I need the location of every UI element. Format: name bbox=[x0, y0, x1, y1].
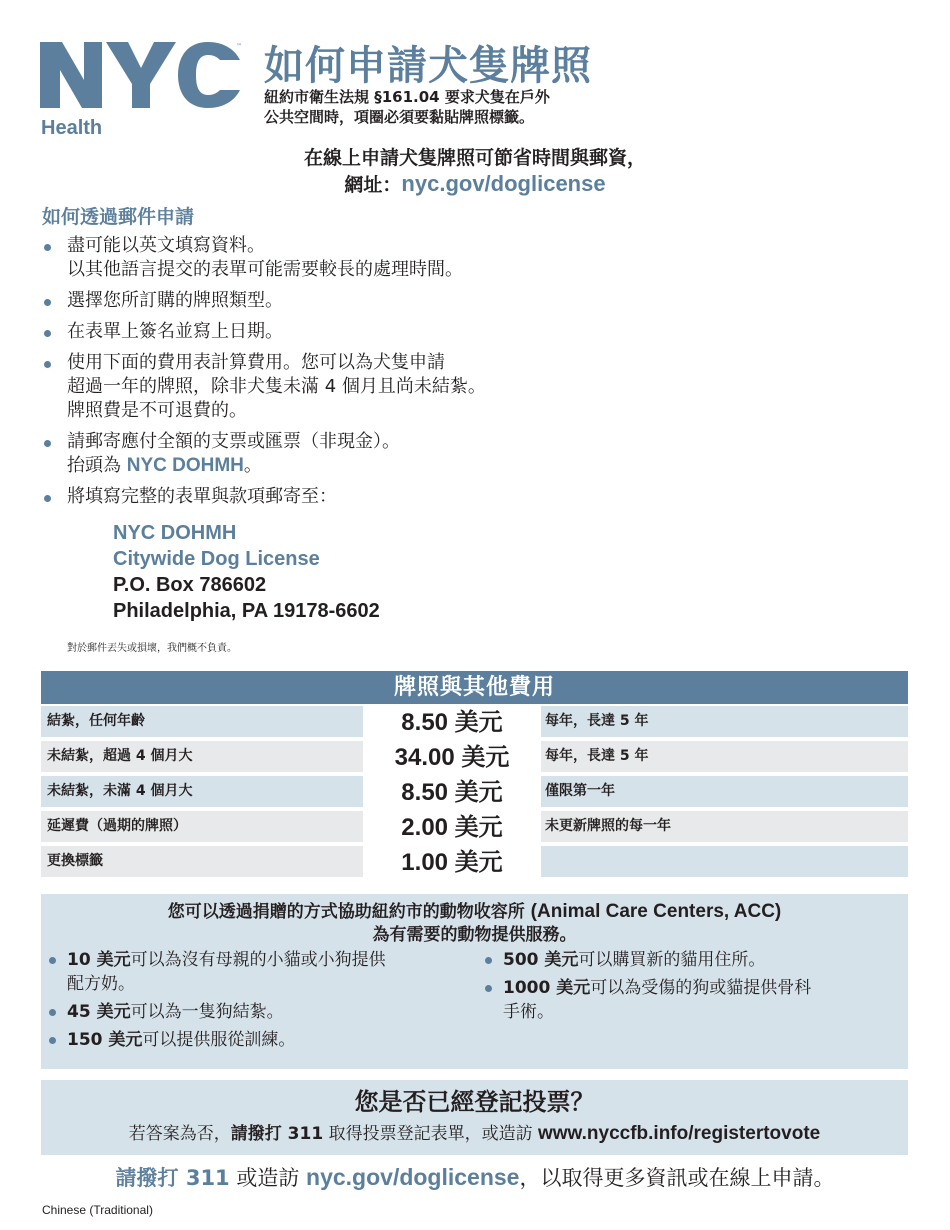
fee-type: 未結紮，未滿 4 個月大 bbox=[41, 776, 363, 807]
mail-steps-list bbox=[42, 234, 662, 516]
nyc-health-logo bbox=[40, 40, 245, 140]
fee-note: 僅限第一年 bbox=[541, 776, 908, 807]
donation-heading: 您可以透過捐贈的方式協助紐約市的動物收容所 (Animal Care Centers, ACC) 為有需要的動物提供服務。 bbox=[167, 901, 782, 945]
table-row bbox=[41, 741, 908, 772]
fee-note: 每年，長達 5 年 bbox=[541, 706, 908, 737]
svg-text:™: ™ bbox=[236, 43, 242, 50]
table-row bbox=[41, 706, 908, 737]
fee-type: 未結紮，超過 4 個月大 bbox=[41, 741, 363, 772]
fees-table bbox=[41, 706, 908, 881]
page-title: 如何申請犬隻牌照 bbox=[264, 43, 592, 89]
fee-note: 每年，長達 5 年 bbox=[541, 741, 908, 772]
list-item: 請郵寄應付全額的支票或匯票（非現金）。 抬頭為 NYC DOHMH。 bbox=[42, 430, 662, 478]
fee-type: 更換標籤 bbox=[41, 846, 363, 877]
fee-price: 8.50 美元 bbox=[367, 776, 537, 807]
mailing-address: NYC DOHMH Citywide Dog License P.O. Box 786602 Philadelphia, PA 19178-6602 bbox=[113, 522, 380, 622]
list-item: 10 美元可以為沒有母親的小貓或小狗提供 配方奶。 bbox=[49, 948, 449, 996]
mail-section-heading: 如何透過郵件申請 bbox=[42, 206, 195, 228]
list-item: 將填寫完整的表單與款項郵寄至： bbox=[42, 485, 662, 509]
footer-call-to-action: 請撥打 311 或造訪 nyc.gov/doglicense，以取得更多資訊或在線上申請。 bbox=[115, 1164, 835, 1190]
list-item: 在表單上簽名並寫上日期。 bbox=[42, 320, 662, 344]
logo-health-text: Health bbox=[41, 117, 103, 139]
fee-type: 結紮，任何年齡 bbox=[41, 706, 363, 737]
page-subtitle: 紐約市衛生法規 §161.04 要求犬隻在戶外 公共空間時，項圈必須要黏貼牌照標籤。 bbox=[264, 88, 550, 126]
fee-type: 延遲費（過期的牌照） bbox=[41, 811, 363, 842]
fee-note bbox=[541, 846, 908, 877]
register-to-vote-link[interactable]: www.nyccfb.info/registertovote bbox=[537, 1123, 821, 1144]
voter-registration-box bbox=[41, 1080, 908, 1155]
vote-answer: 若答案為否，請撥打 311 取得投票登記表單，或造訪 www.nyccfb.info/registertovote bbox=[128, 1123, 821, 1144]
fee-price: 34.00 美元 bbox=[367, 741, 537, 772]
fee-note: 未更新牌照的每一年 bbox=[541, 811, 908, 842]
vote-question: 您是否已經登記投票？ bbox=[354, 1088, 595, 1116]
online-apply-notice: 在線上申請犬隻牌照可節省時間與郵資， 網址：nyc.gov/doglicense bbox=[303, 147, 646, 196]
list-item: 使用下面的費用表計算費用。您可以為犬隻申請 超過一年的牌照，除非犬隻未滿 4 個月且尚未結紮。 牌照費是不可退費的。 bbox=[42, 351, 662, 423]
list-item: 盡可能以英文填寫資料。 以其他語言提交的表單可能需要較長的處理時間。 bbox=[42, 234, 662, 282]
fee-price: 8.50 美元 bbox=[367, 706, 537, 737]
table-row bbox=[41, 846, 908, 877]
donation-list-right bbox=[485, 948, 885, 1028]
payee-name: NYC DOHMH bbox=[126, 455, 244, 476]
list-item: 1000 美元可以為受傷的狗或貓提供骨科 手術。 bbox=[485, 976, 885, 1024]
table-row bbox=[41, 776, 908, 807]
language-label: Chinese (Traditional) bbox=[42, 1203, 153, 1217]
table-row bbox=[41, 811, 908, 842]
fee-price: 2.00 美元 bbox=[367, 811, 537, 842]
mail-disclaimer: 對於郵件丟失或損壞，我們概不負責。 bbox=[67, 643, 237, 654]
list-item: 選擇您所訂購的牌照類型。 bbox=[42, 289, 662, 313]
list-item: 500 美元可以購買新的貓用住所。 bbox=[485, 948, 885, 972]
donation-box bbox=[41, 894, 908, 1069]
list-item: 150 美元可以提供服從訓練。 bbox=[49, 1028, 449, 1052]
fee-price: 1.00 美元 bbox=[367, 846, 537, 877]
doglicense-link[interactable]: nyc.gov/doglicense bbox=[401, 171, 606, 196]
footer-doglicense-link[interactable]: nyc.gov/doglicense bbox=[306, 1164, 520, 1190]
fees-table-heading: 牌照與其他費用 bbox=[41, 671, 908, 704]
list-item: 45 美元可以為一隻狗結紮。 bbox=[49, 1000, 449, 1024]
donation-list-left bbox=[49, 948, 449, 1056]
